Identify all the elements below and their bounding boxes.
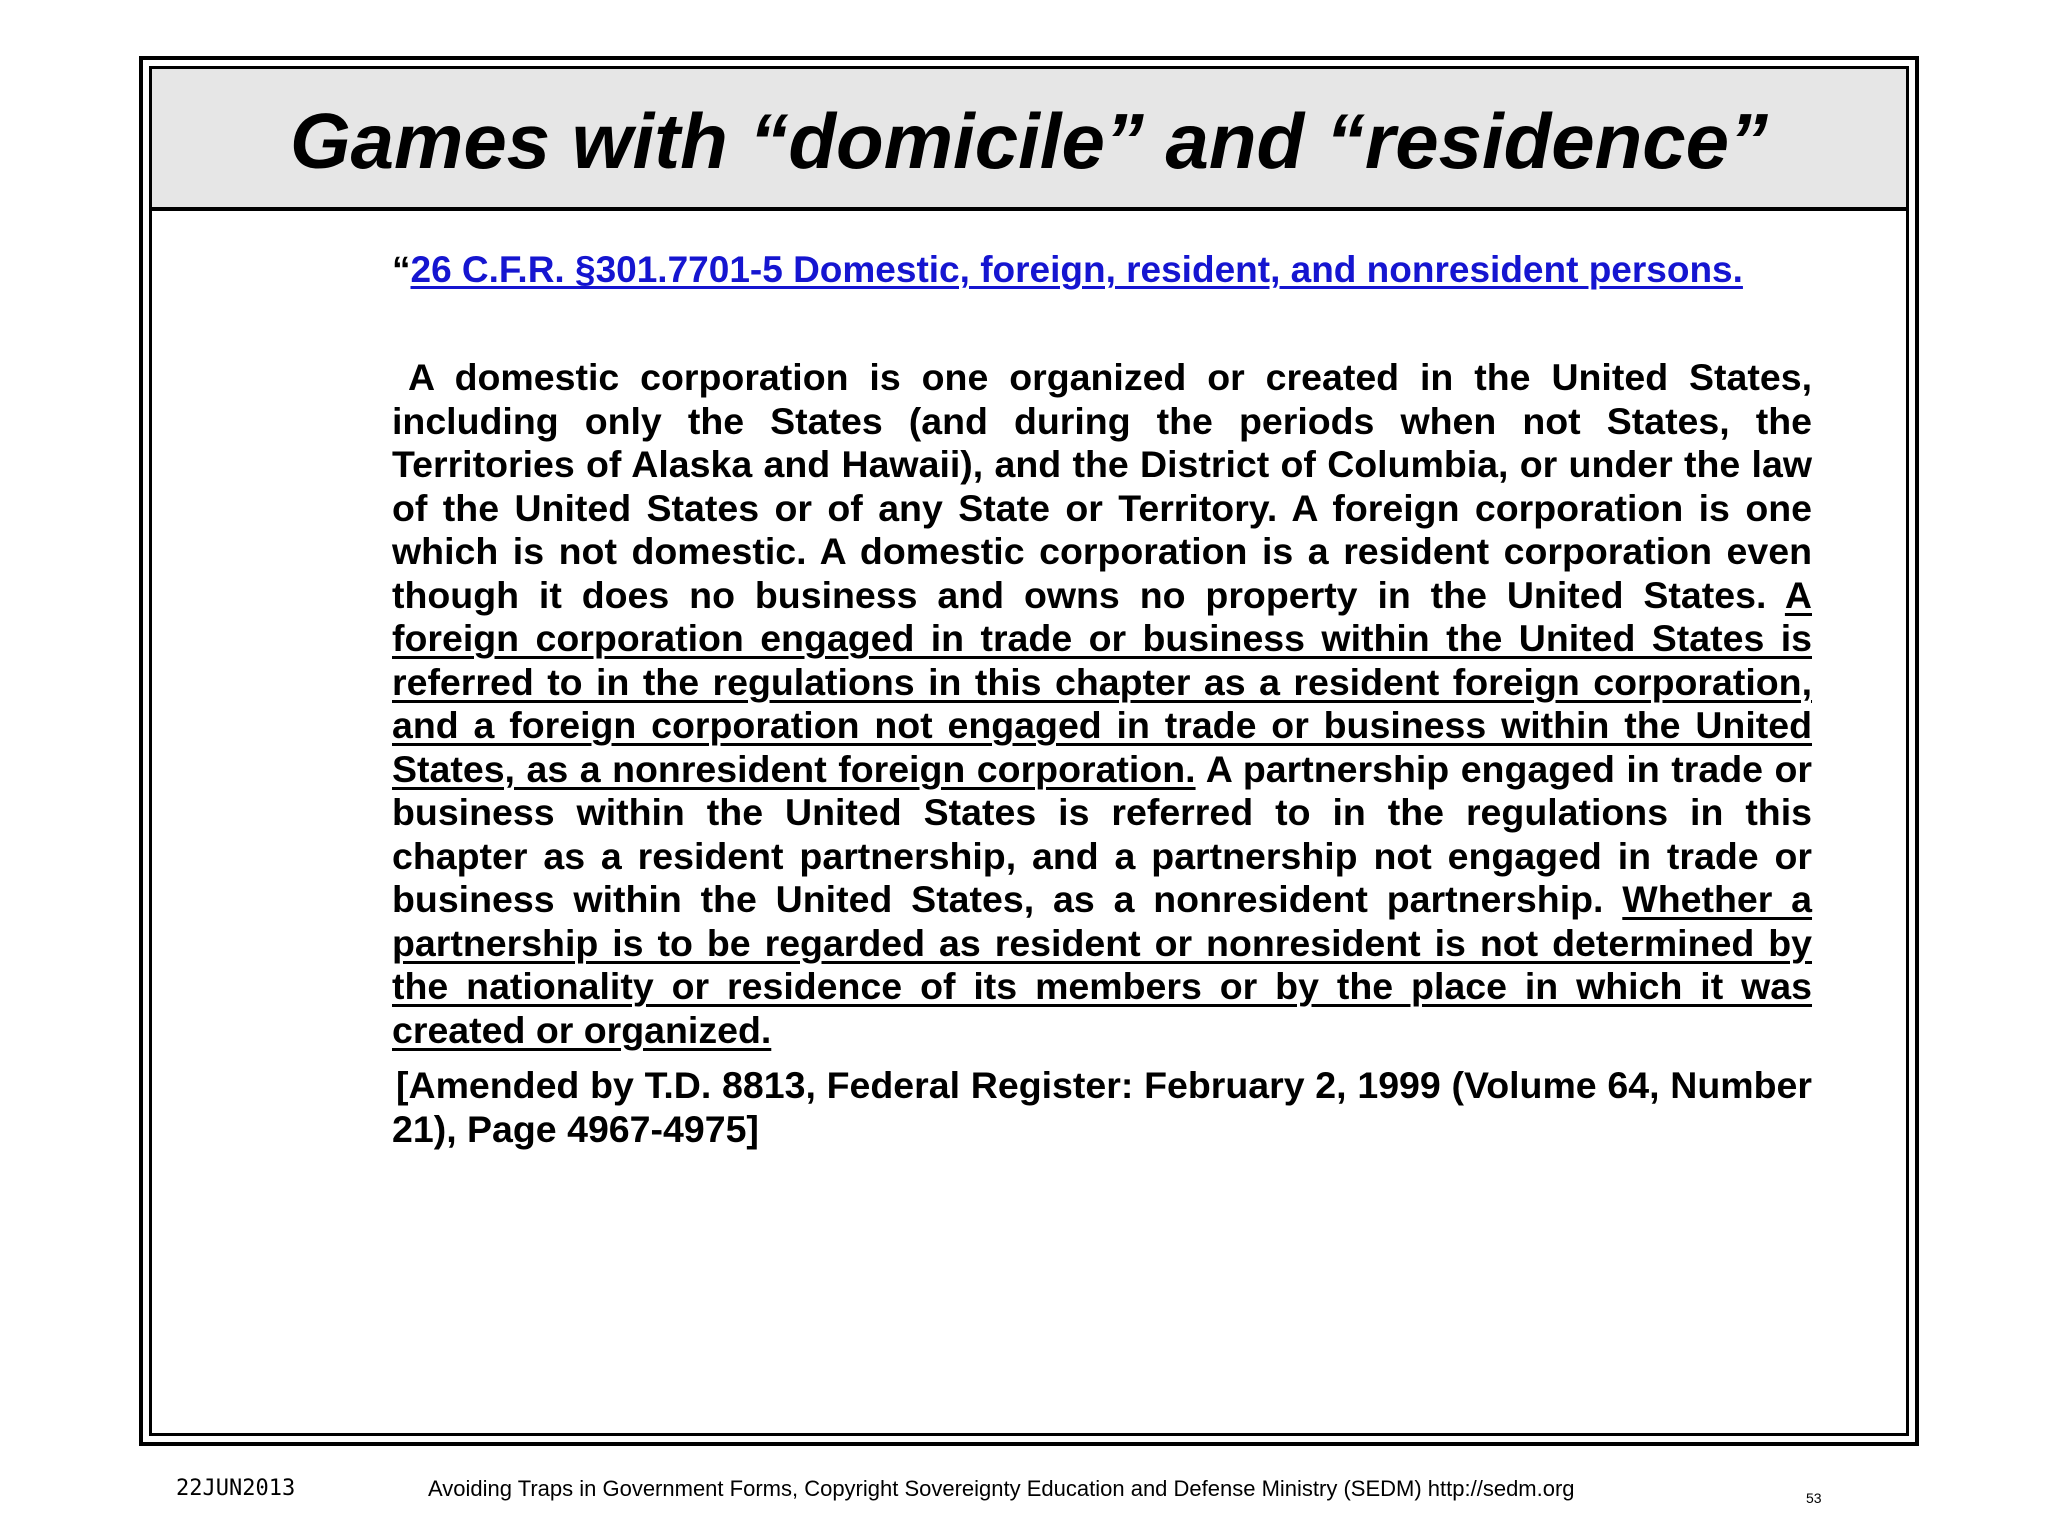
footer-copyright: Avoiding Traps in Government Forms, Copyright Sovereignty Education and Defense Ministry (SEDM) http://sedm.org bbox=[428, 1476, 1575, 1501]
regulation-text-underlined-2: Whether a partnership is to be regarded as resident or nonresident is not determined by the nationality or residence of its members or by the place in which it was created or organized. bbox=[392, 878, 1813, 1051]
slide-title: Games with “domicile” and “residence” bbox=[289, 96, 1769, 185]
citation-open-quote: “ bbox=[392, 249, 411, 290]
title-band bbox=[152, 69, 1906, 211]
regulation-text-part-3: A partnership engaged in trade or business within the United States is referred to in the regulations in this chapter as a resident partnership, and a partnership not engaged in trade or business within the United States, as a nonresident partnership. bbox=[392, 747, 1812, 920]
regulation-text-underlined-1: A foreign corporation engaged in trade or business within the United States is referred to in the regulations in this chapter as a resident foreign corporation, and a foreign corporation not engaged in trade or business within the United States, as a nonresident foreign corporation. bbox=[392, 573, 1812, 790]
citation-line bbox=[392, 248, 1812, 292]
regulation-text bbox=[392, 356, 1812, 1052]
regulation-text-part-1: A domestic corporation is one organized or created in the United States, including only the States (and during the periods when not States, the Territories of Alaska and Hawaii), and the District of Columbia, or under the law of the United States or of any State or Territory. A foreign corporation is one which is not domestic. A domestic corporation is a resident corporation even though it does no business and owns no property in the United States. bbox=[392, 356, 1812, 616]
footer-date: 22JUN2013 bbox=[176, 1476, 296, 1501]
amendment-note: [Amended by T.D. 8813, Federal Register: February 2, 1999 (Volume 64, Number 21), Page 4967-4975] bbox=[392, 1064, 1812, 1150]
citation-link[interactable]: 26 C.F.R. §301.7701-5 Domestic, foreign, resident, and nonresident persons. bbox=[410, 249, 1743, 290]
slide-content bbox=[392, 248, 1812, 1151]
footer-page-number: 53 bbox=[1806, 1490, 1822, 1506]
